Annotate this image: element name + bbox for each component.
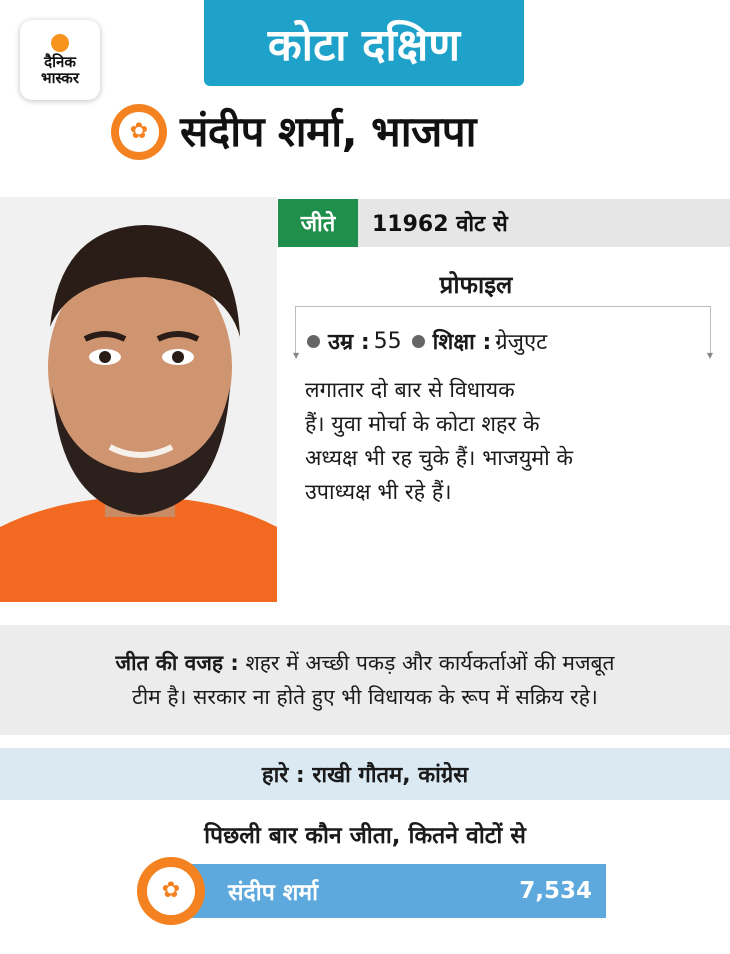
last-time-title: पिछली बार कौन जीता, कितने वोटों से [204,823,526,849]
bio-line: हैं। युवा मोर्चा के कोटा शहर के [305,412,540,437]
logo-text-line1: दैनिक [44,53,76,71]
age-label: उम्र : [328,330,370,355]
frame-arrow-icon: ▼ [293,351,300,360]
candidate-photo [0,197,277,602]
bio-line: उपाध्यक्ष भी रहे हैं। [305,480,452,505]
lost-candidate: हारे : राखी गौतम, कांग्रेस [0,748,730,800]
last-winner-bar [170,864,606,918]
last-winner-name: संदीप शर्मा [228,880,319,906]
bullet-icon [307,335,320,348]
profile-facts [307,326,547,356]
win-reason-box [0,625,730,735]
won-tag: जीते [278,199,358,247]
result-bar [278,199,730,247]
profile-title: प्रोफाइल [439,271,513,299]
frame-arrow-icon: ▼ [706,351,713,360]
bjp-party-logo [137,857,205,925]
lotus-icon: ✿ [129,119,149,144]
age-value: 55 [373,328,402,354]
win-reason-label: जीत की वजह : [115,651,239,675]
lotus-icon: ✿ [161,878,181,903]
education-label: शिक्षा : [432,330,492,355]
education-value: ग्रेजुएट [495,330,548,355]
profile-bio [305,374,715,510]
win-margin: 11962 वोट से [372,212,508,237]
bio-line: लगातार दो बार से विधायक [305,378,515,403]
last-winner-votes: 7,534 [519,878,592,904]
win-reason-text-1: शहर में अच्छी पकड़ और कार्यकर्ताओं की मजबूत [238,651,615,675]
bullet-icon [412,335,425,348]
constituency-title: कोटा दक्षिण [204,0,524,86]
sun-icon [51,34,69,52]
candidate-name-party: संदीप शर्मा, भाजपा [180,107,476,156]
bio-line: अध्यक्ष भी रह चुके हैं। भाजयुमो के [305,446,574,471]
win-reason-text-2: टीम है। सरकार ना होते हुए भी विधायक के रूप में सक्रिय रहे। [132,685,598,709]
bjp-party-logo [111,104,167,160]
dainik-bhaskar-logo [20,20,100,100]
logo-text-line2: भास्कर [41,69,79,87]
